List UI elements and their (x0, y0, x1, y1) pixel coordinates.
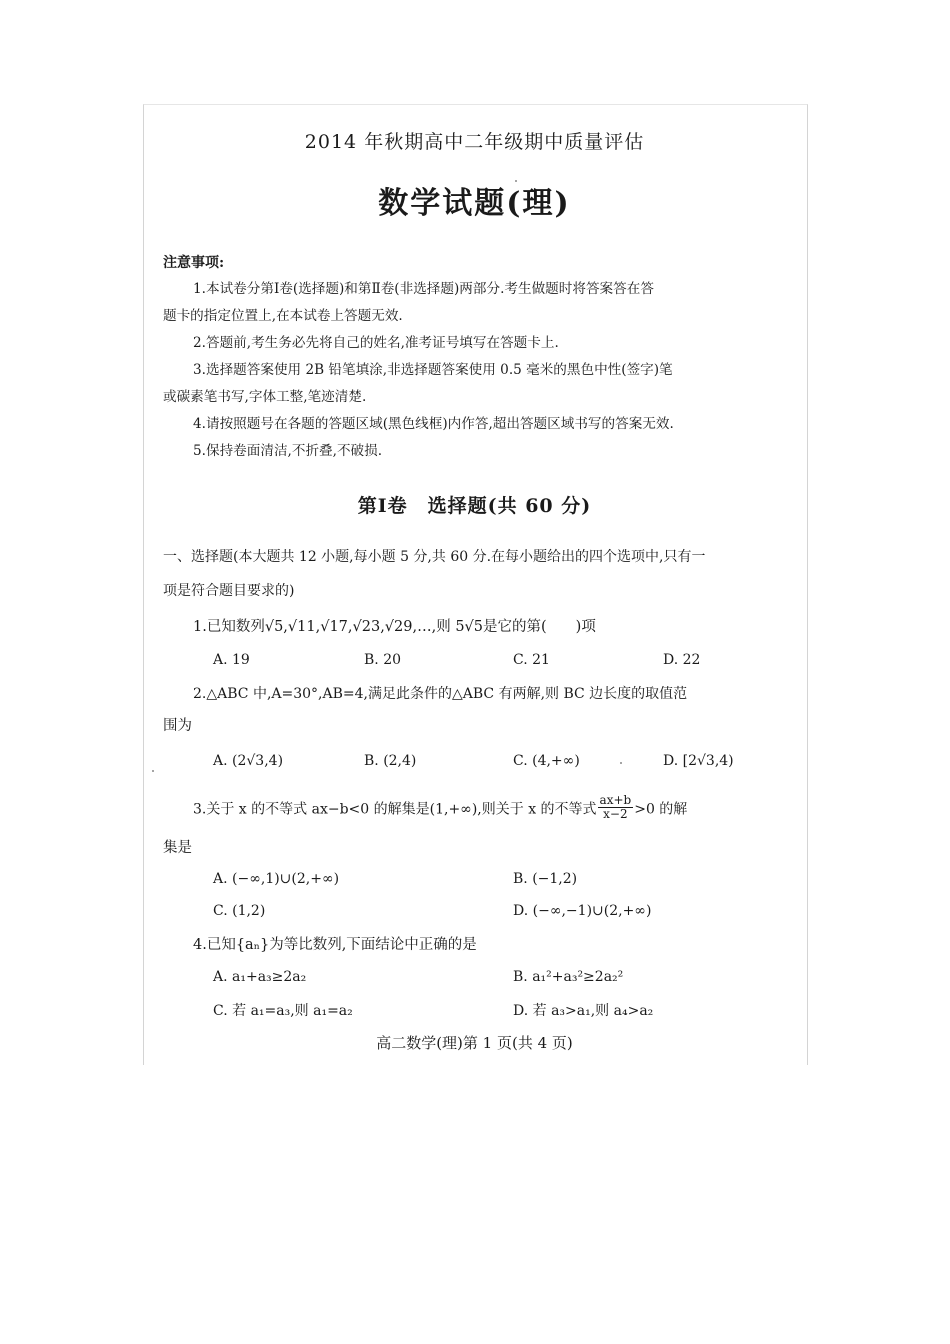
notice-heading: 注意事项: (163, 255, 225, 271)
q4-option-c: C. 若 a₁=a₃,则 a₁=a₂ (213, 1003, 353, 1019)
question-4: 4.已知{aₙ}为等比数列,下面结论中正确的是 (193, 937, 477, 953)
q3-option-b: B. (−1,2) (513, 871, 578, 887)
exam-title: 数学试题(理) (378, 186, 571, 221)
q1-option-c: C. 21 (513, 652, 550, 668)
fraction (598, 794, 634, 821)
scan-speck (152, 770, 154, 772)
q3-option-d: D. (−∞,−1)∪(2,+∞) (513, 903, 652, 919)
section-intro: 一、选择题(本大题共 12 小题,每小题 5 分,共 60 分.在每小题给出的四个选项中,只有一 (163, 549, 706, 565)
question-2-cont: 围为 (163, 718, 192, 734)
notice-line: 3.选择题答案使用 2B 铅笔填涂,非选择题答案使用 0.5 毫米的黑色中性(签字)笔 (193, 362, 673, 378)
q1-option-a: A. 19 (213, 652, 250, 668)
notice-line: 题卡的指定位置上,在本试卷上答题无效. (163, 308, 403, 324)
section-intro: 项是符合题目要求的) (163, 583, 295, 599)
notice-line: 或碳素笔书写,字体工整,笔迹清楚. (163, 389, 367, 405)
q3-option-c: C. (1,2) (213, 903, 266, 919)
question-3-text: 3.关于 x 的不等式 ax−b<0 的解集是(1,+∞),则关于 x 的不等式 (193, 801, 597, 818)
fraction-numerator: ax+b (599, 793, 632, 807)
question-3 (193, 793, 688, 823)
page-footer: 高二数学(理)第 1 页(共 4 页) (376, 1034, 573, 1052)
notice-line: 4.请按照题号在各题的答题区域(黑色线框)内作答,超出答题区域书写的答案无效. (193, 416, 674, 432)
fraction-denominator: x−2 (603, 807, 628, 821)
question-3-tail: >0 的解 (634, 801, 688, 818)
q4-option-a: A. a₁+a₃≥2a₂ (213, 969, 307, 985)
q3-option-a: A. (−∞,1)∪(2,+∞) (213, 871, 340, 887)
q2-option-c: C. (4,+∞) (513, 753, 580, 769)
q2-option-a: A. (2√3,4) (213, 753, 284, 769)
q1-option-b: B. 20 (364, 652, 402, 668)
q4-option-d: D. 若 a₃>a₁,则 a₄>a₂ (513, 1003, 654, 1019)
question-2: 2.△ABC 中,A=30°,AB=4,满足此条件的△ABC 有两解,则 BC 边长度的取值范 (193, 686, 688, 702)
q1-option-d: D. 22 (663, 652, 701, 668)
q4-option-b: B. a₁²+a₃²≥2a₂² (513, 969, 624, 985)
notice-line: 5.保持卷面清洁,不折叠,不破损. (193, 443, 383, 459)
section-title: 第Ⅰ卷 选择题(共 60 分) (357, 495, 592, 517)
q2-option-d: D. [2√3,4) (663, 753, 734, 769)
question-3-cont: 集是 (163, 840, 192, 856)
notice-line: 2.答题前,考生务必先将自己的姓名,准考证号填写在答题卡上. (193, 335, 559, 351)
q2-option-b: B. (2,4) (364, 753, 417, 769)
notice-line: 1.本试卷分第Ⅰ卷(选择题)和第Ⅱ卷(非选择题)两部分.考生做题时将答案答在答 (193, 281, 654, 297)
question-1: 1.已知数列√5,√11,√17,√23,√29,…,则 5√5是它的第( )项 (193, 619, 596, 635)
school-exam-line: 2014 年秋期高中二年级期中质量评估 (304, 131, 645, 153)
scan-speck (515, 180, 517, 182)
scan-speck (620, 762, 622, 764)
